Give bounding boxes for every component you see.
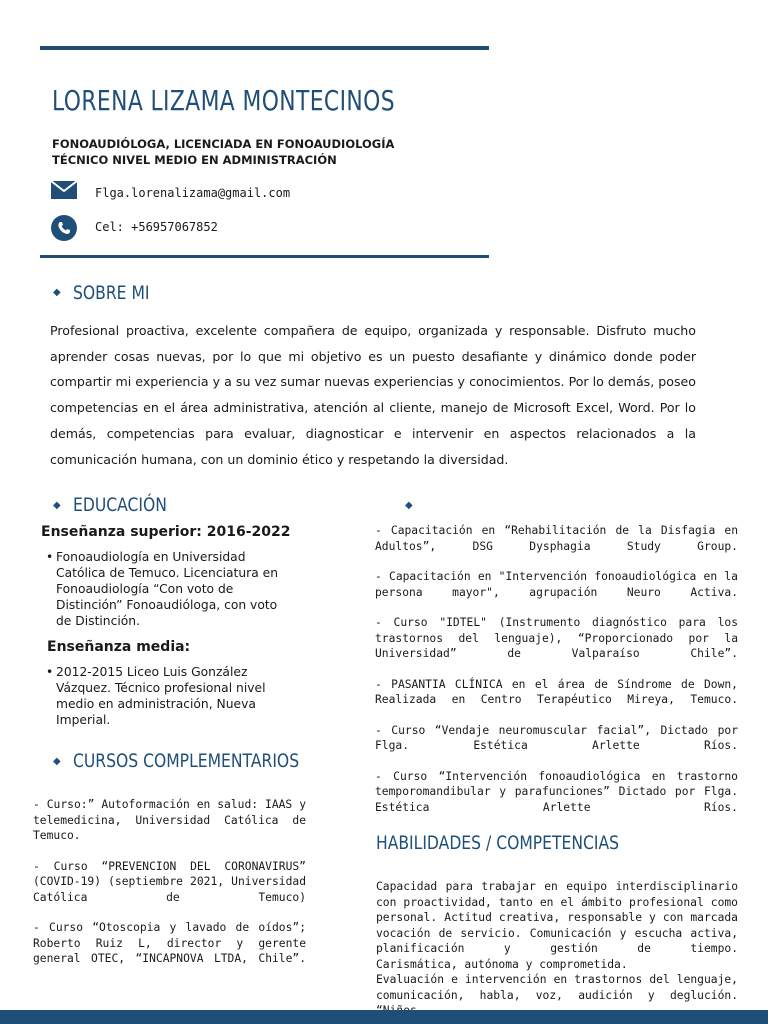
media-education-label: Enseñanza media: [47,639,191,655]
subtitle-line-1: FONOAUDIÓLOGA, LICENCIADA EN FONOAUDIOLOGÍA [52,137,395,151]
courses-right-column [375,523,738,830]
course-item: - Curso “Intervención fonoaudiológica en trastorno temporomandibular y parafunciones” Dictado por Flga. Estética Arlette Ríos. [375,769,738,814]
course-item: - Curso “PREVENCION DEL CORONAVIRUS” (COVID-19) (septiembre 2021, Universidad Católica de Temuco) [33,859,306,904]
skills-paragraph: Evaluación e intervención en trastornos del lenguaje, comunicación, habla, voz, audición y deglución. [376,973,738,1002]
envelope-icon [51,181,77,203]
phone-number[interactable]: Cel: +56957067852 [95,220,218,234]
skills-paragraph: Carismática, autónoma y comprometida. [376,957,628,971]
list-item: • Fonoaudiología en Universidad Católica de Temuco. Licenciatura en Fonoaudiología “Con voto de Distinción” Fonoaudióloga, con voto de Distinción. [46,549,296,629]
candidate-name: LORENA LIZAMA MONTECINOS [52,84,395,117]
course-item: - Capacitación en "Intervención fonoaudiológica en la persona mayor", agrupación Neuro Activa. [375,570,738,599]
education-title: EDUCACIÓN [73,494,167,516]
about-title: SOBRE MI [73,282,150,304]
section-bullet-icon: ◆ [53,500,61,511]
skills-paragraph: Capacidad para trabajar en equipo interdisciplinario con proactividad, tanto en el ámbito profesional como personal. Actitud creativa, responsable y con marcada vocación de servicio. Comunicación y escucha activa, planificación y gestión de tiempo. [376,880,738,955]
course-item: - Curso “Otoscopia y lavado de oídos”; Roberto Ruiz L, director y gerente general OTEC, “INCAPNOVA LTDA, Chile”. [33,921,306,965]
subtitle-line-2: TÉCNICO NIVEL MEDIO EN ADMINISTRACIÓN [52,153,337,167]
list-item: • 2012-2015 Liceo Luis González Vázquez. Técnico profesional nivel medio en administración, Nueva Imperial. [46,664,286,728]
skills-text [376,879,738,1019]
phone-icon [51,215,77,245]
courses-title: CURSOS COMPLEMENTARIOS [73,750,300,772]
course-item: - Curso:” Autoformación en salud: IAAS y telemedicina, Universidad Católica de Temuco. [33,798,306,842]
course-item: - PASANTIA CLÍNICA en el área de Síndrome de Down, Realizada en Centro Terapéutico Mireya, Temuco. [375,677,738,706]
header-top-rule [40,46,489,50]
email-link[interactable]: Flga.lorenalizama@gmail.com [95,186,291,200]
section-bullet-icon: ◆ [53,287,61,298]
course-item: - Curso “Vendaje neuromuscular facial”, Dictado por Flga. Estética Arlette Ríos. [375,723,738,752]
superior-education-list [46,549,296,629]
courses-left-column [33,797,306,982]
course-item: - Capacitación en “Rehabilitación de la Disfagia en Adultos”, DSG Dysphagia Study Group. [375,524,738,553]
course-item: - Curso "IDTEL" (Instrumento diagnóstico para los trastornos del lenguaje), “Proporcionado por la Universidad” de Valparaíso Chile”. [375,616,738,660]
skills-title: HABILIDADES / COMPETENCIAS [376,832,620,854]
footer-bar [0,1010,768,1024]
section-bullet-icon: ◆ [53,756,61,767]
header-bottom-rule [40,255,489,258]
section-bullet-icon: ◆ [405,500,413,511]
superior-education-label: Enseñanza superior: 2016-2022 [41,524,291,540]
media-education-list [46,664,286,728]
about-text: Profesional proactiva, excelente compañera de equipo, organizada y responsable. Disfruto mucho aprender cosas nuevas, por lo que mi objetivo es un puesto desafiante y dinámico donde poder compartir mi experiencia y a su vez sumar nuevas experiencias y conocimientos. Por lo demás, poseo competencias en el área administrativa, atención al cliente, manejo de Microsoft Excel, Word. Por lo demás, competencias para evaluar, diagnosticar e intervenir en aspectos relacionados a la comunicación humana, con un dominio ético y respetando la diversidad. [50,323,696,467]
